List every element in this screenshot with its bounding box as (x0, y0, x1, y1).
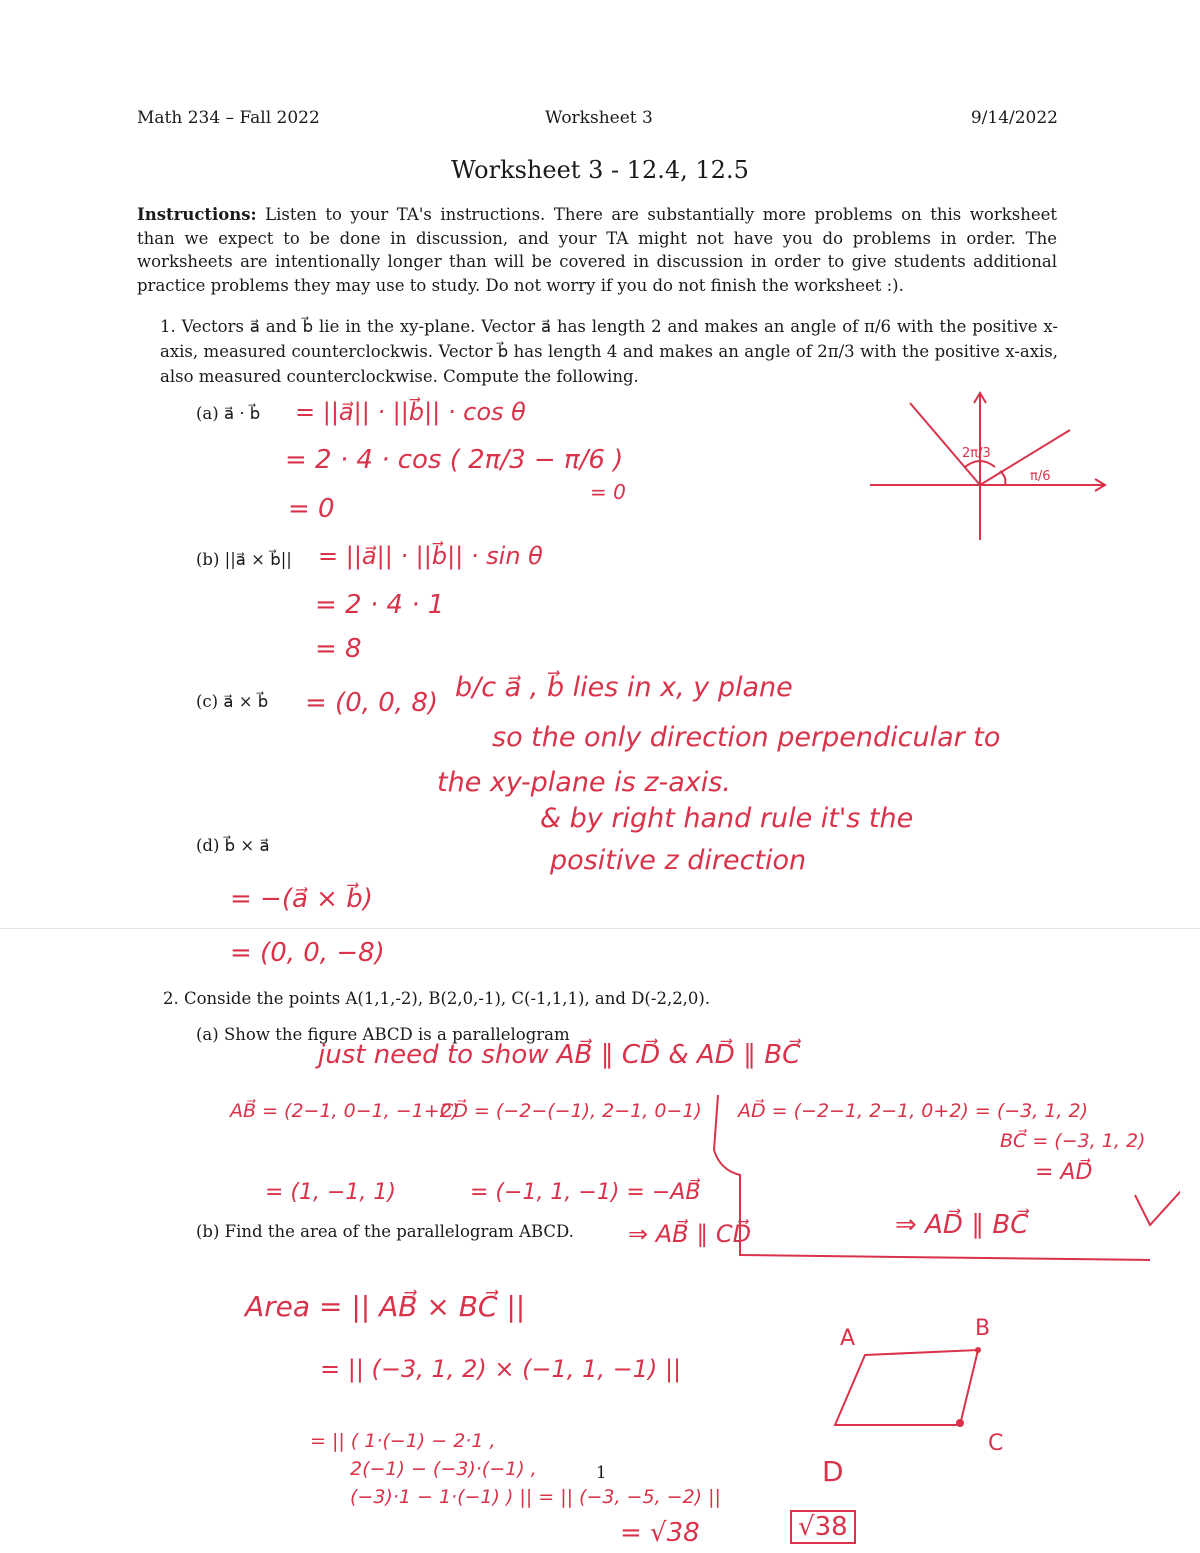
vertex-b-label: B (975, 1316, 991, 1341)
hw-area-line3a: = || ( 1·(−1) − 2·1 , (310, 1430, 496, 1452)
hw-boxed-answer: √38 (790, 1510, 856, 1544)
hw-cd-vector: CD⃗ = (−2−(−1), 2−1, 0−1) (440, 1100, 702, 1122)
problem-1c-label: (c) a⃗ × b⃗ (196, 692, 269, 711)
hw-area-result: = √38 (620, 1518, 700, 1548)
instructions-label: Instructions: (137, 205, 257, 224)
problem-1a-label: (a) a⃗ · b⃗ (196, 404, 261, 423)
instructions (137, 203, 1057, 297)
problem-2a-label: (a) Show the figure ABCD is a parallelogram (196, 1025, 570, 1044)
sketch-vector-b (910, 403, 980, 485)
hw-1b-line2: = 2 · 4 · 1 (315, 590, 445, 620)
hw-note-line1: b/c a⃗ , b⃗ lies in x, y plane (455, 672, 793, 703)
angle-sketch (865, 385, 1125, 545)
hw-cd-result: = (−1, 1, −1) = −AB⃗ (470, 1180, 701, 1205)
problem-1d-label: (d) b⃗ × a⃗ (196, 836, 270, 855)
sketch-vector-a (980, 430, 1070, 485)
hw-ad-parallel-bc: ⇒ AD⃗ ∥ BC⃗ (895, 1210, 1029, 1240)
hw-1b-line3: = 8 (315, 634, 362, 664)
hw-area-line1: Area = || AB⃗ × BC⃗ || (245, 1290, 526, 1323)
parallelogram-sketch (820, 1310, 1030, 1460)
hw-ab-result: = (1, −1, 1) (265, 1180, 396, 1205)
sketch-angle-b-label: 2π/3 (962, 446, 991, 461)
worksheet-label: Worksheet 3 (545, 108, 653, 128)
hw-ab-vector: AB⃗ = (2−1, 0−1, −1+2) (230, 1100, 460, 1122)
hw-1b-line1: = ||a⃗|| · ||b⃗|| · sin θ (318, 542, 543, 570)
problem-1b-label: (b) ||a⃗ × b⃗|| (196, 550, 292, 569)
hw-note-line5: positive z direction (550, 845, 807, 876)
problem-2b-label: (b) Find the area of the parallelogram ABCD. (196, 1222, 574, 1241)
hw-1a-line2b: = 0 (590, 480, 626, 504)
hw-note-line2: so the only direction perpendicular to (492, 722, 1001, 753)
hw-bc-result: = AD⃗ (1035, 1160, 1093, 1185)
hw-2a-note: just need to show AB⃗ ∥ CD⃗ & AD⃗ ∥ BC⃗ (318, 1040, 801, 1070)
hw-bc-vector: BC⃗ = (−3, 1, 2) (1000, 1130, 1146, 1152)
vertex-a-label: A (840, 1326, 856, 1351)
hw-1a-line3: = 0 (288, 494, 335, 524)
hw-note-line4: & by right hand rule it's the (540, 803, 914, 834)
instructions-text: Listen to your TA's instructions. There are substantially more problems on this worksheet than we expect to be done in discussion, and your TA might not have you do problems in order. The worksheets are intentionally longer than will be covered in discussion in order to give students additional practice problems they may use to study. Do not worry if you do not finish the worksheet :). (137, 205, 1057, 295)
problem-2-text: 2. Conside the points A(1,1,-2), B(2,0,-1), C(-1,1,1), and D(-2,2,0). (163, 989, 711, 1008)
problem-1-text: 1. Vectors a⃗ and b⃗ lie in the xy-plane. Vector a⃗ has length 2 and makes an angle of π/6 with the positive x-axis, measured counterclockwis. Vector b⃗ has length 4 and makes an angle of 2π/3 with the positive x-axis, also measured counterclockwise. Compute the following. (160, 317, 1058, 386)
hw-note-line3: the xy-plane is z-axis. (437, 767, 731, 798)
sketch-angle-a-label: π/6 (1030, 469, 1051, 484)
hw-ad-vector: AD⃗ = (−2−1, 2−1, 0+2) = (−3, 1, 2) (738, 1100, 1088, 1122)
hw-boxed-answer-wrap (790, 1512, 856, 1542)
hw-area-line2: = || (−3, 1, 2) × (−1, 1, −1) || (320, 1355, 682, 1383)
hw-1a-line2: = 2 · 4 · cos ( 2π/3 − π/6 ) (285, 445, 624, 475)
page-number: 1 (596, 1463, 607, 1482)
hw-1d-line1: = −(a⃗ × b⃗) (230, 884, 373, 914)
header-date: 9/14/2022 (970, 108, 1058, 128)
course-name: Math 234 – Fall 2022 (137, 108, 320, 128)
hw-ab-parallel-cd: ⇒ AB⃗ ∥ CD⃗ (628, 1220, 752, 1248)
vertex-c-label: C (988, 1431, 1004, 1456)
hw-area-line3b: 2(−1) − (−3)·(−1) , (350, 1458, 537, 1480)
hw-1a-line1: = ||a⃗|| · ||b⃗|| · cos θ (295, 398, 526, 426)
page-title: Worksheet 3 - 12.4, 12.5 (451, 156, 749, 184)
hw-1d-line2: = (0, 0, −8) (230, 938, 385, 968)
parallelogram-shape (835, 1350, 978, 1425)
page-fold-line (0, 928, 1200, 929)
hw-1c-vector: = (0, 0, 8) (305, 688, 439, 718)
vertex-d-label: D (822, 1455, 844, 1488)
hw-area-line3c: (−3)·1 − 1·(−1) ) || = || (−3, −5, −2) || (350, 1486, 721, 1508)
